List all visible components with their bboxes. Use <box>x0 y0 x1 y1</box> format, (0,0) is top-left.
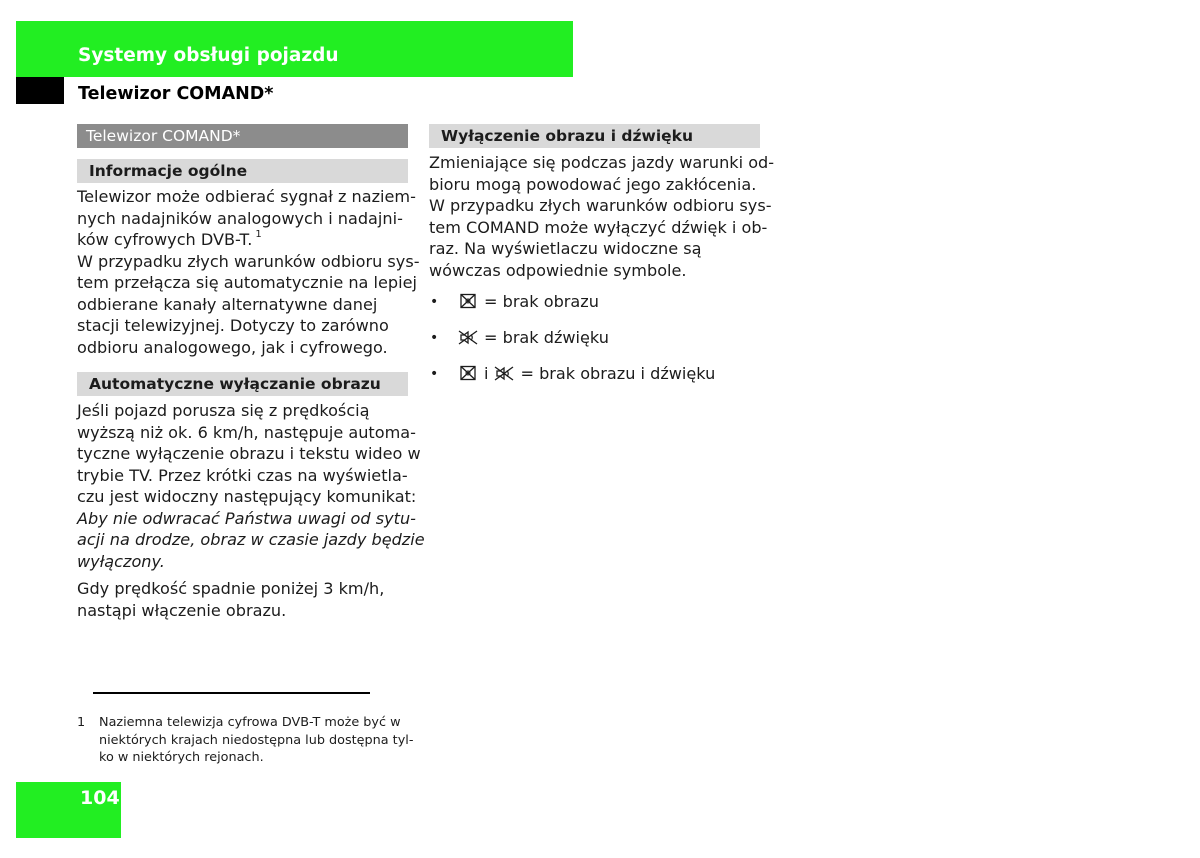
footnote-text <box>99 714 413 767</box>
auto-on-text <box>77 578 384 621</box>
text-line <box>77 229 420 251</box>
list-item-text: = brak obrazu i dźwięku <box>520 363 716 383</box>
text-line: Zmieniające się podczas jazdy warunki od- <box>429 153 775 172</box>
text-line: czu jest widoczny następujący komunikat: <box>77 487 417 506</box>
footnote-line: ko w niektórych rejonach. <box>99 750 264 766</box>
text-line: wyższą niż ok. 6 km/h, następuje automa- <box>77 422 416 442</box>
text-line: W przypadku złych warunków odbioru sys- <box>77 251 420 271</box>
chapter-title: Systemy obsługi pojazdu <box>78 45 339 66</box>
text-line: stacji telewizyjnej. Dotyczy to zarówno <box>77 316 389 335</box>
text-line: raz. Na wyświetlaczu widoczne są <box>429 239 702 258</box>
auto-off-text <box>77 400 425 572</box>
text-line: trybie TV. Przez krótki czas na wyświetla- <box>77 465 408 485</box>
list-item-text: = brak obrazu <box>484 291 599 311</box>
text-line: bioru mogą powodować jego zakłócenia. <box>429 174 757 194</box>
page-number: 104 <box>80 787 120 809</box>
text-line: tem COMAND może wyłączyć dźwięk i ob- <box>429 217 768 237</box>
text-line: Gdy prędkość spadnie poniżej 3 km/h, <box>77 579 385 598</box>
footnote-reference: 1 <box>255 229 262 240</box>
footnote-divider <box>93 692 370 694</box>
text-line: tyczne wyłączenie obrazu i tekstu wideo w <box>77 444 421 463</box>
list-item <box>430 359 770 395</box>
text-line: odbierane kanały alternatywne danej <box>77 294 378 314</box>
footnote-line: niektórych krajach niedostępna lub dostępna tyl- <box>99 732 414 748</box>
text-line: nastąpi włączenie obrazu. <box>77 600 287 620</box>
picture-sound-off-text <box>429 152 774 281</box>
text-line: odbioru analogowego, jak i cyfrowego. <box>77 337 388 357</box>
text-line: tem przełącza się automatycznie na lepiej <box>77 273 417 292</box>
warning-message-line: wyłączony. <box>77 551 165 571</box>
connector-text: i <box>484 363 489 383</box>
no-picture-icon <box>458 365 478 382</box>
mute-icon <box>458 329 478 346</box>
list-item <box>430 287 770 323</box>
topic-bar: Telewizor COMAND* <box>77 124 408 148</box>
bullet-icon: • <box>430 329 439 346</box>
general-info-text <box>77 186 420 358</box>
text-line: wówczas odpowiednie symbole. <box>429 260 687 280</box>
picture-sound-off-heading: Wyłączenie obrazu i dźwięku <box>429 124 760 148</box>
no-picture-icon <box>458 293 478 310</box>
text-line-content: ków cyfrowych DVB-T. <box>77 230 253 249</box>
footnote-line: Naziemna telewizja cyfrowa DVB-T może być w <box>99 715 401 730</box>
footnote-number: 1 <box>77 715 86 730</box>
symbol-list <box>430 287 770 395</box>
auto-off-heading: Automatyczne wyłączanie obrazu <box>77 372 408 396</box>
bullet-icon: • <box>430 293 439 310</box>
warning-message-line: Aby nie odwracać Państwa uwagi od sytu- <box>77 508 416 528</box>
text-line: Jeśli pojazd porusza się z prędkością <box>77 401 370 420</box>
section-marker <box>16 77 64 104</box>
bullet-icon: • <box>430 365 439 382</box>
list-item <box>430 323 770 359</box>
text-line: Telewizor może odbierać sygnał z naziem- <box>77 187 416 206</box>
section-title: Telewizor COMAND* <box>78 84 274 104</box>
list-item-text: = brak dźwięku <box>484 327 609 347</box>
text-line: W przypadku złych warunków odbioru sys- <box>429 196 772 215</box>
warning-message-line: acji na drodze, obraz w czasie jazdy będzie <box>77 530 425 549</box>
text-line: nych nadajników analogowych i nadajni- <box>77 208 403 228</box>
mute-icon <box>494 365 514 382</box>
general-info-heading: Informacje ogólne <box>77 159 408 183</box>
